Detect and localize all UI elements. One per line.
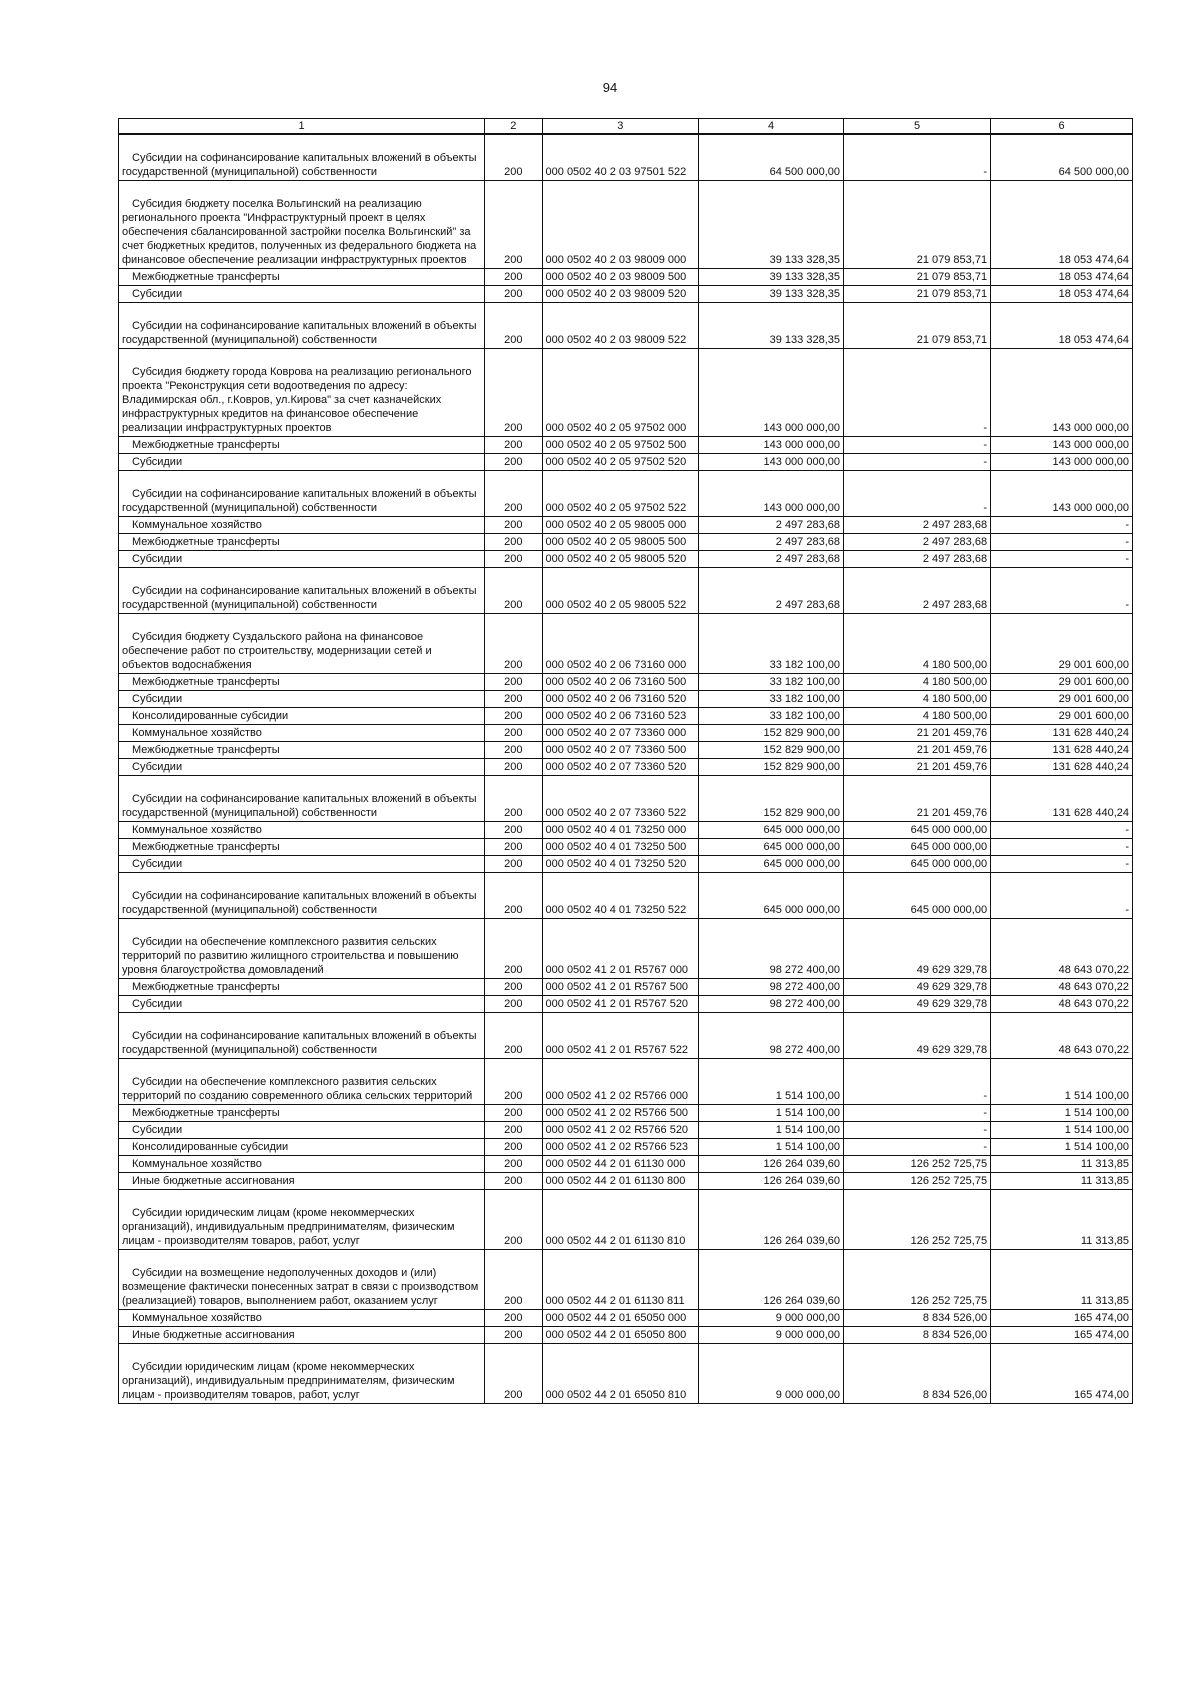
row-col6: 18 053 474,64 [991, 181, 1133, 269]
row-col2: 200 [485, 776, 542, 822]
row-name: Коммунальное хозяйство [119, 517, 485, 534]
row-col6: 48 643 070,22 [991, 1013, 1133, 1059]
row-name: Межбюджетные трансферты [119, 742, 485, 759]
table-row [119, 286, 1133, 303]
row-col5: 49 629 329,78 [844, 1013, 991, 1059]
row-col2: 200 [485, 708, 542, 725]
table-row [119, 551, 1133, 568]
row-col6: 11 313,85 [991, 1173, 1133, 1190]
table-row [119, 181, 1133, 269]
row-name: Межбюджетные трансферты [119, 839, 485, 856]
row-col2: 200 [485, 1344, 542, 1404]
row-col6: - [991, 534, 1133, 551]
row-col6: - [991, 551, 1133, 568]
row-col6: - [991, 517, 1133, 534]
row-col4: 143 000 000,00 [699, 471, 844, 517]
header-col-3: 3 [542, 119, 698, 135]
row-col4: 126 264 039,60 [699, 1156, 844, 1173]
row-col2: 200 [485, 822, 542, 839]
row-col2: 200 [485, 725, 542, 742]
row-name: Субсидии [119, 286, 485, 303]
row-name: Субсидии [119, 996, 485, 1013]
table-row [119, 1059, 1133, 1105]
row-col5: 21 079 853,71 [844, 303, 991, 349]
row-code: 000 0502 40 4 01 73250 522 [542, 873, 698, 919]
row-col4: 2 497 283,68 [699, 517, 844, 534]
row-code: 000 0502 40 2 07 73360 000 [542, 725, 698, 742]
row-col2: 200 [485, 873, 542, 919]
row-col2: 200 [485, 1059, 542, 1105]
table-row [119, 979, 1133, 996]
table-row [119, 568, 1133, 614]
row-code: 000 0502 44 2 01 65050 800 [542, 1327, 698, 1344]
row-col4: 143 000 000,00 [699, 454, 844, 471]
row-col6: 11 313,85 [991, 1250, 1133, 1310]
row-col6: 18 053 474,64 [991, 303, 1133, 349]
row-col6: 29 001 600,00 [991, 614, 1133, 674]
row-col5: 4 180 500,00 [844, 614, 991, 674]
row-col6: 143 000 000,00 [991, 437, 1133, 454]
row-name: Межбюджетные трансферты [119, 1105, 485, 1122]
row-name: Субсидии на софинансирование капитальных вложений в объекты государственной (муниципальной) собственности [119, 471, 485, 517]
row-name: Межбюджетные трансферты [119, 534, 485, 551]
row-name: Субсидия бюджету поселка Вольгинский на реализацию регионального проекта "Инфраструктурный проект в целях обеспечения сбалансированной застройки поселка Вольгинский" за счет бюджетных кредитов, полученных из федерального бюджета на финансовое обеспечение реализации инфраструктурных проектов [119, 181, 485, 269]
row-code: 000 0502 41 2 01 R5767 500 [542, 979, 698, 996]
table-row [119, 303, 1133, 349]
table-row [119, 1344, 1133, 1404]
row-code: 000 0502 44 2 01 61130 800 [542, 1173, 698, 1190]
row-col6: - [991, 856, 1133, 873]
table-row [119, 349, 1133, 437]
row-col5: 2 497 283,68 [844, 517, 991, 534]
row-code: 000 0502 41 2 01 R5767 000 [542, 919, 698, 979]
row-col6: 11 313,85 [991, 1156, 1133, 1173]
row-col5: 126 252 725,75 [844, 1250, 991, 1310]
row-code: 000 0502 44 2 01 65050 810 [542, 1344, 698, 1404]
row-col5: - [844, 437, 991, 454]
row-name: Субсидии юридическим лицам (кроме некоммерческих организаций), индивидуальным предпринимателям, физическим лицам - производителям товаров, работ, услуг [119, 1190, 485, 1250]
row-code: 000 0502 40 2 05 98005 500 [542, 534, 698, 551]
row-col2: 200 [485, 181, 542, 269]
row-code: 000 0502 41 2 02 R5766 000 [542, 1059, 698, 1105]
row-col6: 165 474,00 [991, 1344, 1133, 1404]
row-col6: - [991, 873, 1133, 919]
table-row [119, 517, 1133, 534]
row-col4: 126 264 039,60 [699, 1190, 844, 1250]
row-name: Коммунальное хозяйство [119, 1310, 485, 1327]
row-code: 000 0502 40 2 05 97502 500 [542, 437, 698, 454]
row-code: 000 0502 41 2 01 R5767 520 [542, 996, 698, 1013]
row-code: 000 0502 40 2 05 97502 522 [542, 471, 698, 517]
row-col6: 48 643 070,22 [991, 979, 1133, 996]
row-col5: 49 629 329,78 [844, 919, 991, 979]
row-name: Иные бюджетные ассигнования [119, 1327, 485, 1344]
row-col2: 200 [485, 534, 542, 551]
row-col4: 33 182 100,00 [699, 691, 844, 708]
row-name: Субсидии на возмещение недополученных доходов и (или) возмещение фактически понесенных затрат в связи с производством (реализацией) товаров, выполнением работ, оказанием услуг [119, 1250, 485, 1310]
table-row [119, 725, 1133, 742]
row-col5: 49 629 329,78 [844, 979, 991, 996]
row-col2: 200 [485, 1327, 542, 1344]
row-col2: 200 [485, 614, 542, 674]
row-col6: 165 474,00 [991, 1310, 1133, 1327]
row-name: Субсидии [119, 759, 485, 776]
table-body [119, 134, 1133, 1404]
row-col6: 18 053 474,64 [991, 269, 1133, 286]
table-row [119, 691, 1133, 708]
row-code: 000 0502 40 2 03 98009 000 [542, 181, 698, 269]
row-col4: 152 829 900,00 [699, 725, 844, 742]
row-col2: 200 [485, 517, 542, 534]
row-col4: 143 000 000,00 [699, 349, 844, 437]
row-col2: 200 [485, 454, 542, 471]
row-name: Субсидии юридическим лицам (кроме некоммерческих организаций), индивидуальным предпринимателям, физическим лицам - производителям товаров, работ, услуг [119, 1344, 485, 1404]
row-name: Субсидия бюджету Суздальского района на финансовое обеспечение работ по строительству, модернизации сетей и объектов водоснабжения [119, 614, 485, 674]
row-col4: 9 000 000,00 [699, 1344, 844, 1404]
row-col5: 126 252 725,75 [844, 1190, 991, 1250]
row-col5: 8 834 526,00 [844, 1310, 991, 1327]
row-col2: 200 [485, 1139, 542, 1156]
row-code: 000 0502 40 4 01 73250 520 [542, 856, 698, 873]
row-name: Коммунальное хозяйство [119, 725, 485, 742]
row-name: Субсидии [119, 454, 485, 471]
row-col4: 39 133 328,35 [699, 181, 844, 269]
row-col4: 98 272 400,00 [699, 919, 844, 979]
row-col4: 126 264 039,60 [699, 1250, 844, 1310]
table-row [119, 269, 1133, 286]
row-col6: 131 628 440,24 [991, 776, 1133, 822]
table-row [119, 708, 1133, 725]
row-col5: 2 497 283,68 [844, 551, 991, 568]
row-name: Субсидия бюджету города Коврова на реализацию регионального проекта "Реконструкция сети водоотведения по адресу: Владимирская обл., г.Ковров, ул.Кирова" за счет казначейских инфраструктурных кредитов на финансовое обеспечение реализации инфраструктурных проектов [119, 349, 485, 437]
row-col5: 21 201 459,76 [844, 759, 991, 776]
row-col4: 39 133 328,35 [699, 303, 844, 349]
header-col-5: 5 [844, 119, 991, 135]
row-col6: 29 001 600,00 [991, 674, 1133, 691]
table-row [119, 1122, 1133, 1139]
row-code: 000 0502 40 2 06 73160 523 [542, 708, 698, 725]
row-name: Коммунальное хозяйство [119, 1156, 485, 1173]
row-col4: 39 133 328,35 [699, 286, 844, 303]
row-col6: 18 053 474,64 [991, 286, 1133, 303]
row-col6: 11 313,85 [991, 1190, 1133, 1250]
row-col5: 126 252 725,75 [844, 1156, 991, 1173]
table-header [119, 119, 1133, 135]
row-code: 000 0502 40 2 07 73360 500 [542, 742, 698, 759]
header-row [119, 119, 1133, 135]
row-col4: 152 829 900,00 [699, 759, 844, 776]
row-name: Консолидированные субсидии [119, 1139, 485, 1156]
row-col4: 645 000 000,00 [699, 839, 844, 856]
row-name: Субсидии на обеспечение комплексного развития сельских территорий по развитию жилищного строительства и повышению уровня благоустройства домовладений [119, 919, 485, 979]
row-col2: 200 [485, 437, 542, 454]
budget-table [118, 118, 1133, 1404]
row-col6: - [991, 822, 1133, 839]
row-col4: 9 000 000,00 [699, 1310, 844, 1327]
table-row [119, 674, 1133, 691]
row-col2: 200 [485, 269, 542, 286]
row-name: Субсидии на софинансирование капитальных вложений в объекты государственной (муниципальной) собственности [119, 303, 485, 349]
row-col6: 131 628 440,24 [991, 725, 1133, 742]
row-col4: 98 272 400,00 [699, 1013, 844, 1059]
row-col2: 200 [485, 1122, 542, 1139]
row-col4: 645 000 000,00 [699, 873, 844, 919]
row-col5: 645 000 000,00 [844, 839, 991, 856]
row-col5: - [844, 454, 991, 471]
row-col6: 143 000 000,00 [991, 349, 1133, 437]
row-col5: - [844, 471, 991, 517]
row-col5: 2 497 283,68 [844, 568, 991, 614]
row-name: Межбюджетные трансферты [119, 269, 485, 286]
row-code: 000 0502 40 2 03 98009 522 [542, 303, 698, 349]
row-code: 000 0502 40 2 03 97501 522 [542, 134, 698, 181]
row-col4: 64 500 000,00 [699, 134, 844, 181]
row-code: 000 0502 41 2 02 R5766 500 [542, 1105, 698, 1122]
row-col6: 64 500 000,00 [991, 134, 1133, 181]
table-row [119, 1310, 1133, 1327]
row-col4: 9 000 000,00 [699, 1327, 844, 1344]
row-col4: 152 829 900,00 [699, 742, 844, 759]
row-col6: 48 643 070,22 [991, 919, 1133, 979]
row-col4: 1 514 100,00 [699, 1059, 844, 1105]
table-row [119, 1156, 1133, 1173]
row-col2: 200 [485, 979, 542, 996]
page-number: 94 [602, 80, 618, 95]
row-col4: 1 514 100,00 [699, 1105, 844, 1122]
row-code: 000 0502 40 4 01 73250 000 [542, 822, 698, 839]
table-row [119, 1190, 1133, 1250]
row-name: Иные бюджетные ассигнования [119, 1173, 485, 1190]
table-row [119, 742, 1133, 759]
header-col-4: 4 [699, 119, 844, 135]
row-col4: 98 272 400,00 [699, 979, 844, 996]
row-name: Субсидии [119, 691, 485, 708]
table-row [119, 822, 1133, 839]
row-col4: 33 182 100,00 [699, 614, 844, 674]
row-col5: 4 180 500,00 [844, 708, 991, 725]
table-row [119, 1013, 1133, 1059]
row-code: 000 0502 40 2 05 98005 522 [542, 568, 698, 614]
row-name: Консолидированные субсидии [119, 708, 485, 725]
row-col4: 39 133 328,35 [699, 269, 844, 286]
row-col2: 200 [485, 996, 542, 1013]
row-col2: 200 [485, 742, 542, 759]
row-col2: 200 [485, 674, 542, 691]
row-code: 000 0502 44 2 01 65050 000 [542, 1310, 698, 1327]
table-row [119, 1105, 1133, 1122]
row-col2: 200 [485, 856, 542, 873]
row-name: Субсидии [119, 551, 485, 568]
row-col6: 143 000 000,00 [991, 471, 1133, 517]
row-col2: 200 [485, 1250, 542, 1310]
row-col2: 200 [485, 349, 542, 437]
row-col6: 1 514 100,00 [991, 1105, 1133, 1122]
row-code: 000 0502 40 2 05 98005 000 [542, 517, 698, 534]
row-col4: 645 000 000,00 [699, 856, 844, 873]
table-row [119, 996, 1133, 1013]
row-code: 000 0502 40 2 07 73360 520 [542, 759, 698, 776]
row-code: 000 0502 44 2 01 61130 810 [542, 1190, 698, 1250]
row-col5: 21 201 459,76 [844, 742, 991, 759]
row-col5: 645 000 000,00 [844, 873, 991, 919]
row-col2: 200 [485, 1156, 542, 1173]
row-name: Субсидии на софинансирование капитальных вложений в объекты государственной (муниципальной) собственности [119, 568, 485, 614]
table-row [119, 1327, 1133, 1344]
row-col2: 200 [485, 691, 542, 708]
row-col6: - [991, 839, 1133, 856]
table-row [119, 614, 1133, 674]
row-col6: 1 514 100,00 [991, 1059, 1133, 1105]
header-col-6: 6 [991, 119, 1133, 135]
row-code: 000 0502 40 2 05 98005 520 [542, 551, 698, 568]
table-row [119, 454, 1133, 471]
row-col2: 200 [485, 759, 542, 776]
row-col5: - [844, 1122, 991, 1139]
table-row [119, 1173, 1133, 1190]
header-col-2: 2 [485, 119, 542, 135]
table-row [119, 471, 1133, 517]
row-col5: - [844, 1139, 991, 1156]
table-row [119, 1250, 1133, 1310]
row-col5: 4 180 500,00 [844, 674, 991, 691]
table-row [119, 873, 1133, 919]
row-name: Субсидии на софинансирование капитальных вложений в объекты государственной (муниципальной) собственности [119, 134, 485, 181]
row-code: 000 0502 44 2 01 61130 000 [542, 1156, 698, 1173]
row-col2: 200 [485, 1310, 542, 1327]
row-name: Субсидии [119, 1122, 485, 1139]
row-col2: 200 [485, 919, 542, 979]
row-col4: 645 000 000,00 [699, 822, 844, 839]
row-col6: 165 474,00 [991, 1327, 1133, 1344]
row-code: 000 0502 40 4 01 73250 500 [542, 839, 698, 856]
row-name: Субсидии на софинансирование капитальных вложений в объекты государственной (муниципальной) собственности [119, 873, 485, 919]
row-col6: 1 514 100,00 [991, 1139, 1133, 1156]
row-name: Межбюджетные трансферты [119, 437, 485, 454]
row-col5: - [844, 1105, 991, 1122]
row-col4: 2 497 283,68 [699, 551, 844, 568]
row-col5: - [844, 134, 991, 181]
row-col4: 1 514 100,00 [699, 1139, 844, 1156]
table-row [119, 134, 1133, 181]
row-col5: 8 834 526,00 [844, 1327, 991, 1344]
row-col4: 33 182 100,00 [699, 674, 844, 691]
row-col5: 4 180 500,00 [844, 691, 991, 708]
row-code: 000 0502 40 2 03 98009 500 [542, 269, 698, 286]
row-col6: 48 643 070,22 [991, 996, 1133, 1013]
row-name: Межбюджетные трансферты [119, 979, 485, 996]
table-row [119, 437, 1133, 454]
row-col4: 98 272 400,00 [699, 996, 844, 1013]
row-name: Субсидии на софинансирование капитальных вложений в объекты государственной (муниципальной) собственности [119, 1013, 485, 1059]
row-col4: 126 264 039,60 [699, 1173, 844, 1190]
row-code: 000 0502 40 2 05 97502 000 [542, 349, 698, 437]
row-code: 000 0502 40 2 03 98009 520 [542, 286, 698, 303]
row-col5: 21 201 459,76 [844, 725, 991, 742]
row-col6: 1 514 100,00 [991, 1122, 1133, 1139]
table-row [119, 534, 1133, 551]
row-code: 000 0502 41 2 01 R5767 522 [542, 1013, 698, 1059]
row-col2: 200 [485, 303, 542, 349]
row-name: Субсидии на софинансирование капитальных вложений в объекты государственной (муниципальной) собственности [119, 776, 485, 822]
row-col5: - [844, 349, 991, 437]
row-col4: 143 000 000,00 [699, 437, 844, 454]
row-col2: 200 [485, 1013, 542, 1059]
row-name: Субсидии на обеспечение комплексного развития сельских территорий по созданию современного облика сельских территорий [119, 1059, 485, 1105]
row-col6: 131 628 440,24 [991, 759, 1133, 776]
row-col5: - [844, 1059, 991, 1105]
table-row [119, 1139, 1133, 1156]
row-col5: 2 497 283,68 [844, 534, 991, 551]
row-col6: 131 628 440,24 [991, 742, 1133, 759]
row-col2: 200 [485, 134, 542, 181]
row-col6: - [991, 568, 1133, 614]
row-col4: 2 497 283,68 [699, 534, 844, 551]
row-col5: 645 000 000,00 [844, 856, 991, 873]
row-name: Межбюджетные трансферты [119, 674, 485, 691]
row-col5: 21 079 853,71 [844, 286, 991, 303]
table-row [119, 759, 1133, 776]
row-col5: 645 000 000,00 [844, 822, 991, 839]
row-code: 000 0502 41 2 02 R5766 523 [542, 1139, 698, 1156]
row-col6: 29 001 600,00 [991, 708, 1133, 725]
row-col6: 29 001 600,00 [991, 691, 1133, 708]
table-row [119, 839, 1133, 856]
row-code: 000 0502 41 2 02 R5766 520 [542, 1122, 698, 1139]
row-col5: 126 252 725,75 [844, 1173, 991, 1190]
row-col5: 21 079 853,71 [844, 181, 991, 269]
row-code: 000 0502 40 2 06 73160 500 [542, 674, 698, 691]
row-col5: 21 079 853,71 [844, 269, 991, 286]
row-code: 000 0502 40 2 06 73160 000 [542, 614, 698, 674]
row-name: Коммунальное хозяйство [119, 822, 485, 839]
row-code: 000 0502 44 2 01 61130 811 [542, 1250, 698, 1310]
table-row [119, 856, 1133, 873]
row-code: 000 0502 40 2 05 97502 520 [542, 454, 698, 471]
row-code: 000 0502 40 2 06 73160 520 [542, 691, 698, 708]
header-col-1: 1 [119, 119, 485, 135]
row-col6: 143 000 000,00 [991, 454, 1133, 471]
row-col2: 200 [485, 286, 542, 303]
row-name: Субсидии [119, 856, 485, 873]
row-col5: 21 201 459,76 [844, 776, 991, 822]
row-col2: 200 [485, 471, 542, 517]
row-col4: 33 182 100,00 [699, 708, 844, 725]
row-col2: 200 [485, 568, 542, 614]
row-col2: 200 [485, 839, 542, 856]
row-col2: 200 [485, 1190, 542, 1250]
row-col5: 49 629 329,78 [844, 996, 991, 1013]
row-col5: 8 834 526,00 [844, 1344, 991, 1404]
row-code: 000 0502 40 2 07 73360 522 [542, 776, 698, 822]
row-col4: 152 829 900,00 [699, 776, 844, 822]
row-col2: 200 [485, 1173, 542, 1190]
table-row [119, 776, 1133, 822]
row-col2: 200 [485, 1105, 542, 1122]
row-col2: 200 [485, 551, 542, 568]
table-row [119, 919, 1133, 979]
row-col4: 1 514 100,00 [699, 1122, 844, 1139]
row-col4: 2 497 283,68 [699, 568, 844, 614]
